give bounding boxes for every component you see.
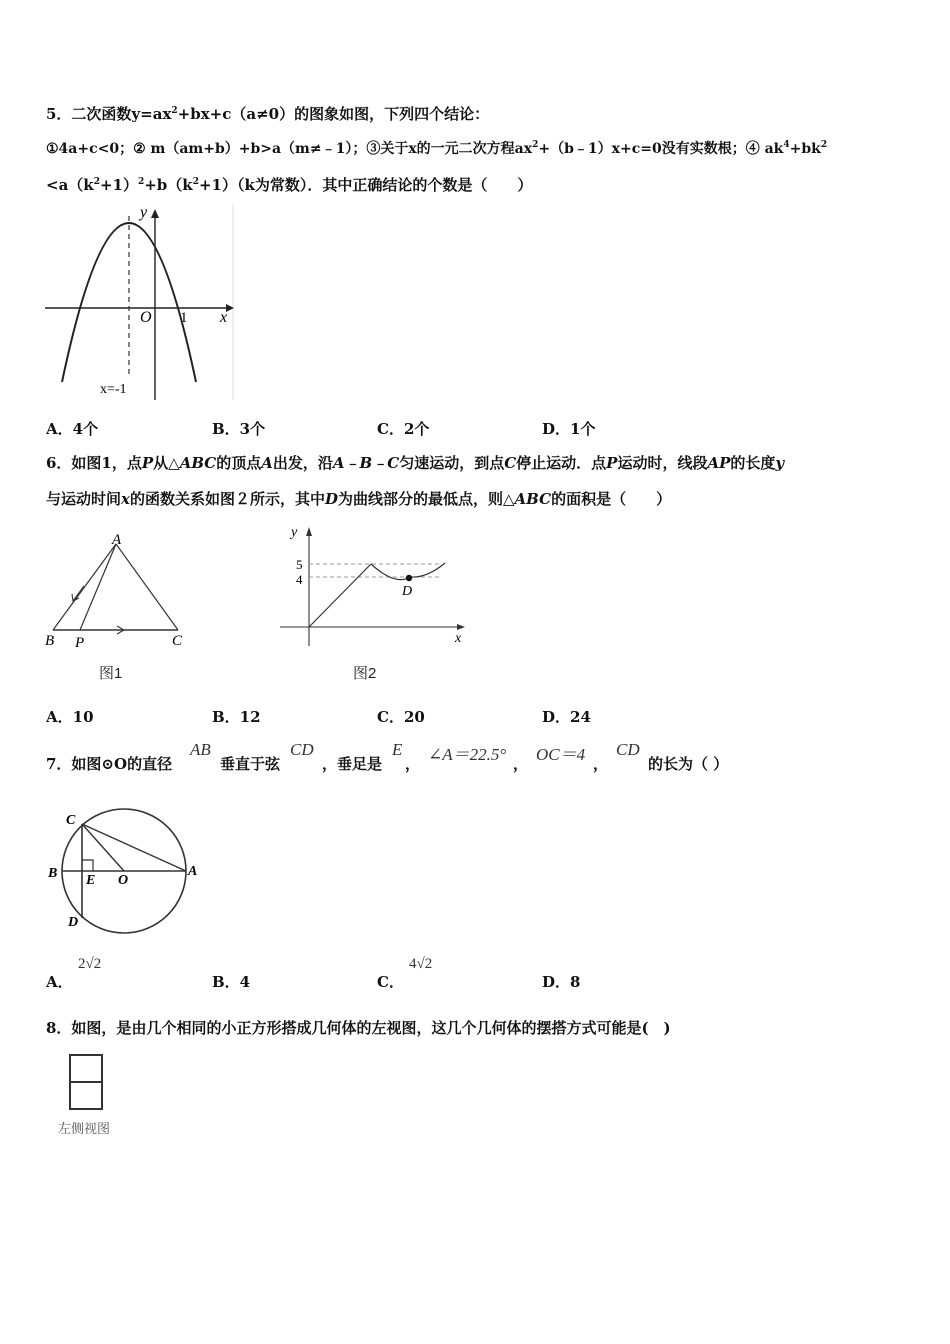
y-axis-arrow [306,527,312,536]
q7-prefix: 7．如图⊙O的直径 [46,755,173,773]
q7-math-e: E [392,740,403,759]
q7-text2: 垂直于弦 [220,755,281,773]
q7-math-ab: AB [190,740,211,759]
q7-option-a-value: 2√2 [78,956,102,972]
q7-math-angle: ∠A＝22.5° [428,745,507,764]
label-a: A [112,532,122,548]
segment-ap [80,544,116,630]
q7-option-b[interactable]: B．4 [212,973,251,991]
q7-math-cd: CD [290,740,314,759]
label-5: 5 [296,557,303,572]
axis-label: x=-1 [100,382,127,397]
q6-figure2-caption: 图2 [353,665,377,682]
label-b: B [48,866,58,881]
q7-text4: 的长为（ ） [648,755,729,773]
q7-option-c-value: 4√2 [409,956,433,972]
label-o: O [118,873,129,888]
q7-comma1: ， [405,755,421,773]
q8-figure-caption: 左侧视图 [58,1121,111,1136]
label-a: A [188,864,198,879]
q7-option-c[interactable]: C． [377,973,404,991]
label-x: x [455,631,462,646]
q5-option-d[interactable]: D．1个 [542,420,596,438]
side-ab [53,544,116,630]
q5-stem-line2: ①4a+c<0；② m（am+b）+b>a（m≠﹣1）；③关于x的一元二次方程$ax^2+(b﹣1)x+c=0$没有实数根；④ $ak^4+bk^2$ [46,140,828,157]
label-4: 4 [296,572,303,587]
q7-comma3: ， [593,755,609,773]
q7-math-cd2: CD [616,740,640,759]
q8-left-view-figure [68,1053,108,1113]
origin-label: O [140,309,152,326]
q5-parabola-graph [40,204,240,400]
q7-text3: ，垂足是 [322,755,383,773]
q6-figure1-caption: 图1 [99,665,123,682]
q7-comma2: ， [513,755,529,773]
label-e: E [86,873,96,888]
label-y: y [291,525,298,540]
square-top [70,1055,102,1082]
label-p: P [75,635,85,651]
q6-figure1-triangle [40,530,200,655]
segment-co [82,824,124,871]
q7-option-a[interactable]: A． [46,973,73,991]
q7-option-d[interactable]: D．8 [542,973,581,991]
x-axis-arrow [457,624,465,630]
q6-option-a[interactable]: A．10 [46,708,94,726]
q6-stem-line1: 6．如图1，点P从△ABC的顶点A出发，沿A﹣B﹣C匀速运动，到点C停止运动．点P运动时，线段AP的长度y [46,454,785,472]
q5-option-a[interactable]: A．4个 [46,420,99,438]
q5-stem-line3: $<a(k^2+1)^2+b(k^2+1)(k$为常数）．其中正确结论的个数是（ ） [46,176,533,194]
one-label: 1 [180,310,188,326]
q7-circle-figure [40,800,210,935]
q6-option-b[interactable]: B．12 [212,708,261,726]
y-axis-arrow [151,209,159,218]
linear-part [309,564,371,627]
q5-option-b[interactable]: B．3个 [212,420,266,438]
q6-option-c[interactable]: C．20 [377,708,425,726]
q5-option-c[interactable]: C．2个 [377,420,430,438]
label-c: C [172,633,183,649]
x-label: x [220,309,228,326]
q7-math-oc: OC＝4 [536,745,586,764]
y-label: y [140,204,148,221]
q6-option-d[interactable]: D．24 [542,708,591,726]
side-ac [116,544,178,630]
label-b: B [45,633,55,649]
q5-stem-line1: 5．二次函数$y=ax^2+bx+c(a\ne 0)$的图象如图，下列四个结论： [46,105,490,123]
q6-figure2-graph [275,518,475,653]
label-d: D [402,584,413,599]
label-c: C [66,813,76,828]
square-bottom [70,1082,102,1109]
right-angle-mark [82,860,93,871]
q8-stem: 8．如图，是由几个相同的小正方形搭成几何体的左视图，这几个几何体的摆搭方式可能是( ) [46,1019,671,1037]
q6-stem-line2: 与运动时间x的函数关系如图２所示，其中D为曲线部分的最低点，则△ABC的面积是（ ） [46,490,672,508]
point-d [406,575,412,581]
label-d: D [68,915,79,930]
